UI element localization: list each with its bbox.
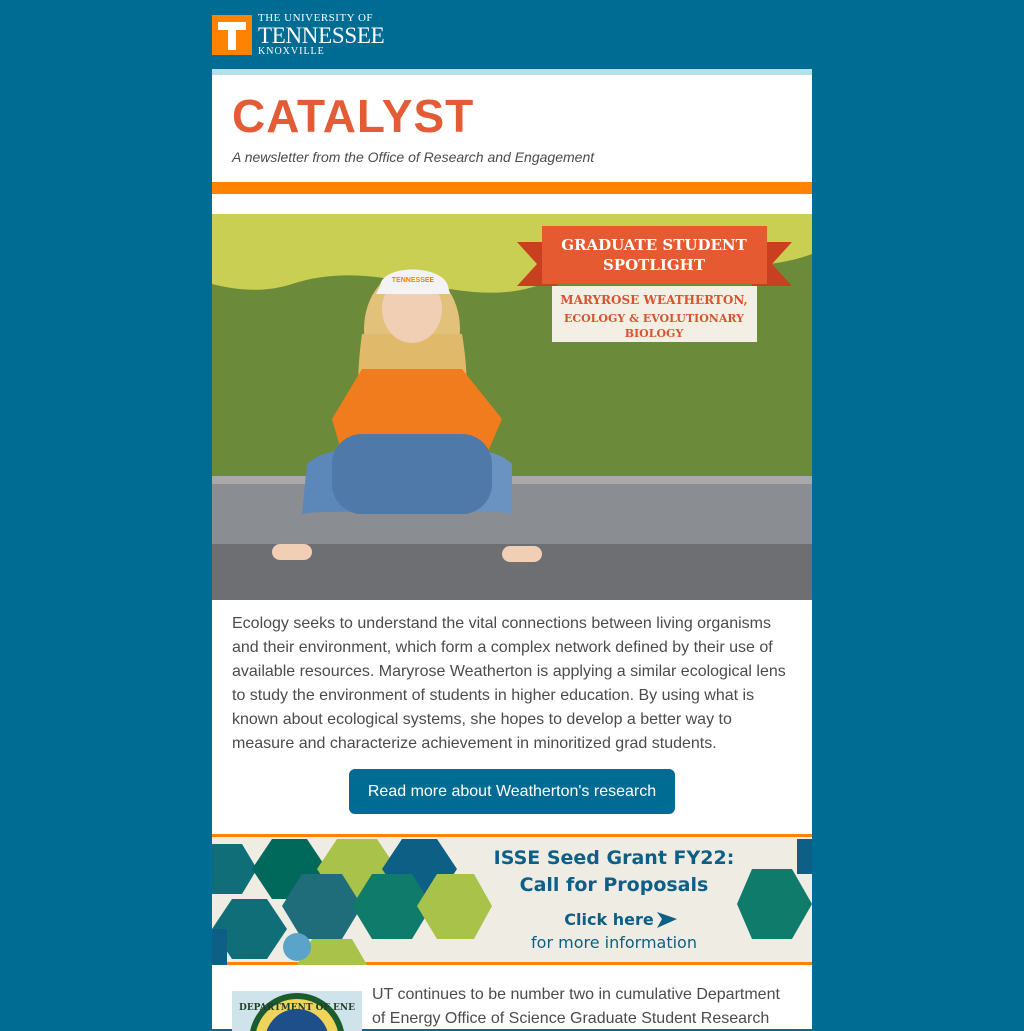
read-more-button[interactable]: Read more about Weatherton's research (349, 769, 675, 814)
ut-logo[interactable] (212, 14, 392, 56)
logo-line-2: TENNESSEE (258, 23, 385, 48)
seed-grant-banner[interactable] (212, 834, 812, 965)
ut-wordmark (258, 13, 384, 57)
doe-seal-graphic (232, 991, 362, 1031)
newsletter-card (212, 69, 812, 1029)
logo-line-1: THE UNIVERSITY OF (258, 12, 374, 24)
more-info-label: for more information (531, 933, 697, 952)
story-body: Ecology seeks to understand the vital connections between living organisms and their environment, which form a complex network defined by their use of available resources. Maryrose Weatherton is applying a similar ecological lens to study the environment of students in higher education. By using what is known about ecological systems, she hopes to develop a better way to measure and characterize achievement in minoritized grad students. (232, 615, 786, 752)
click-here-label: Click here (564, 910, 654, 929)
cap-text: TENNESSEE (391, 277, 435, 284)
banner-title-line-1: GRADUATE STUDENT (561, 236, 747, 254)
news-body: UT continues to be number two in cumulative Department of Energy Office of Science Graduate Student Research (372, 986, 780, 1027)
masthead (212, 75, 812, 182)
banner-title-line-2: SPOTLIGHT (602, 256, 706, 274)
logo-line-3: KNOXVILLE (258, 46, 325, 57)
seed-grant-title-line-2: Call for Proposals (519, 874, 709, 896)
spotlight-hero-image[interactable] (212, 214, 812, 600)
program-line-2: BIOLOGY (624, 327, 684, 340)
orange-divider (212, 182, 812, 194)
program-line-1: ECOLOGY & EVOLUTIONARY (563, 312, 745, 325)
student-name: MARYROSE WEATHERTON, (560, 293, 748, 307)
doe-seal-image[interactable] (232, 991, 362, 1031)
hero-illustration (212, 214, 812, 600)
seed-grant-title-line-1: ISSE Seed Grant FY22: (493, 847, 735, 869)
seed-grant-graphic (212, 834, 812, 965)
newsletter-title: CATALYST (232, 90, 475, 142)
power-t-icon (212, 15, 252, 55)
newsletter-tagline: A newsletter from the Office of Research and Engagement (232, 149, 595, 165)
seal-text: DEPARTMENT OF ENE (239, 1003, 355, 1013)
news-item (232, 986, 792, 1031)
